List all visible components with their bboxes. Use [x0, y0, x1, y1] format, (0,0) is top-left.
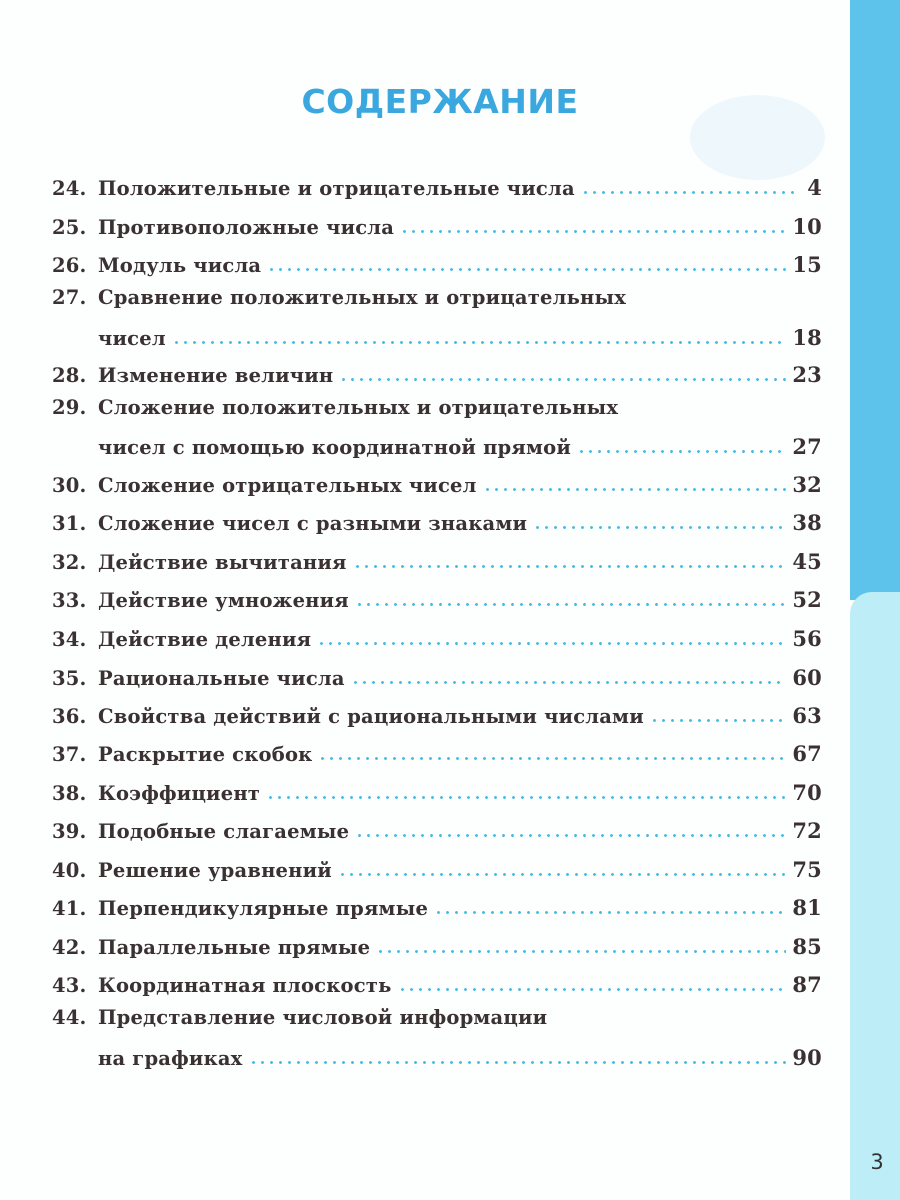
entry-page: 52 — [792, 587, 822, 612]
dot-leader — [400, 230, 786, 233]
entry-number: 25. — [52, 216, 87, 239]
entry-title: Действие деления — [98, 628, 312, 651]
entry-title: Коэффициент — [98, 782, 261, 805]
entry-number: 42. — [52, 936, 87, 959]
dot-leader — [353, 565, 787, 568]
dot-leader — [398, 988, 787, 991]
entry-number: 36. — [52, 705, 87, 728]
entry-page: 75 — [792, 857, 822, 882]
dot-leader — [581, 191, 794, 194]
dot-leader — [339, 378, 786, 381]
entry-number: 35. — [52, 667, 87, 690]
entry-page: 23 — [792, 362, 822, 387]
entry-title: Рациональные числа — [98, 667, 345, 690]
toc-entry-37[interactable] — [52, 736, 822, 766]
entry-page: 45 — [792, 549, 822, 574]
entry-title: Подобные слагаемые — [98, 820, 350, 843]
toc-entry-32[interactable] — [52, 544, 822, 574]
entry-page: 15 — [792, 252, 822, 277]
toc-entry-29-line-1[interactable] — [52, 396, 618, 426]
page-number: 3 — [870, 1150, 884, 1174]
entry-page: 18 — [792, 325, 822, 350]
toc-entry-36[interactable] — [52, 698, 822, 728]
entry-page: 81 — [792, 895, 822, 920]
toc-entry-33[interactable] — [52, 582, 822, 612]
entry-number: 26. — [52, 254, 87, 277]
entry-title: Сложение чисел с разными знаками — [98, 512, 528, 535]
entry-title: Перпендикулярные прямые — [98, 897, 429, 920]
entry-page: 87 — [792, 972, 822, 997]
toc-entry-30[interactable] — [52, 467, 822, 497]
toc-entry-44[interactable] — [52, 1040, 822, 1070]
toc-entry-41[interactable] — [52, 890, 822, 920]
toc-entry-27-line-1[interactable] — [52, 286, 626, 316]
entry-title: Координатная плоскость — [98, 974, 392, 997]
toc-entry-43[interactable] — [52, 967, 822, 997]
toc-entry-34[interactable] — [52, 621, 822, 651]
dot-leader — [376, 950, 786, 953]
entry-title: Положительные и отрицательные числа — [98, 177, 575, 200]
toc-entry-31[interactable] — [52, 505, 822, 535]
toc-entry-38[interactable] — [52, 775, 822, 805]
dot-leader — [338, 873, 786, 876]
entry-page: 70 — [792, 780, 822, 805]
entry-page: 38 — [792, 510, 822, 535]
entry-title-continued: чисел с помощью координатной прямой — [98, 436, 571, 459]
dot-leader — [355, 603, 786, 606]
page-title: СОДЕРЖАНИЕ — [301, 82, 579, 121]
entry-title-continued: на графиках — [98, 1047, 243, 1070]
entry-page: 4 — [807, 175, 822, 200]
toc-entry-27[interactable] — [52, 320, 822, 350]
dot-leader — [267, 268, 786, 271]
entry-title: Свойства действий с рациональными числами — [98, 705, 644, 728]
entry-page: 72 — [792, 818, 822, 843]
dot-leader — [317, 642, 786, 645]
entry-page: 60 — [792, 665, 822, 690]
entry-number: 37. — [52, 743, 87, 766]
entry-number: 40. — [52, 859, 87, 882]
entry-page: 90 — [792, 1045, 822, 1070]
entry-title: Решение уравнений — [98, 859, 332, 882]
entry-number: 41. — [52, 897, 87, 920]
entry-page: 67 — [792, 741, 822, 766]
toc-entry-28[interactable] — [52, 357, 822, 387]
entry-title: Противоположные числа — [98, 216, 395, 239]
entry-title: Изменение величин — [98, 364, 334, 387]
entry-page: 27 — [792, 434, 822, 459]
entry-number: 38. — [52, 782, 87, 805]
entry-title: Действие вычитания — [98, 551, 347, 574]
dot-leader — [266, 796, 786, 799]
entry-page: 63 — [792, 703, 822, 728]
toc-entry-44-line-1[interactable] — [52, 1006, 547, 1036]
dot-leader — [650, 719, 787, 722]
toc-entry-26[interactable] — [52, 247, 822, 277]
decorative-edge-strip-bottom — [850, 592, 900, 1200]
entry-number: 30. — [52, 474, 87, 497]
entry-page: 10 — [792, 214, 822, 239]
entry-number: 27. — [52, 286, 87, 309]
dot-leader — [577, 450, 786, 453]
dot-leader — [434, 911, 786, 914]
entry-page: 32 — [792, 472, 822, 497]
dot-leader — [355, 834, 786, 837]
entry-title: Сравнение положительных и отрицательных — [98, 286, 627, 309]
entry-number: 33. — [52, 589, 87, 612]
entry-number: 31. — [52, 512, 87, 535]
toc-entry-25[interactable] — [52, 209, 822, 239]
entry-title-continued: чисел — [98, 327, 166, 350]
entry-title: Сложение положительных и отрицательных — [98, 396, 619, 419]
toc-entry-42[interactable] — [52, 929, 822, 959]
dot-leader — [318, 757, 786, 760]
entry-title: Модуль числа — [98, 254, 262, 277]
entry-number: 34. — [52, 628, 87, 651]
entry-number: 24. — [52, 177, 87, 200]
dot-leader — [172, 341, 787, 344]
toc-entry-29[interactable] — [52, 429, 822, 459]
entry-page: 56 — [792, 626, 822, 651]
dot-leader — [533, 526, 786, 529]
toc-entry-24[interactable] — [52, 170, 822, 200]
entry-number: 29. — [52, 396, 87, 419]
entry-title: Сложение отрицательных чисел — [98, 474, 477, 497]
toc-entry-39[interactable] — [52, 813, 822, 843]
entry-title: Представление числовой информации — [98, 1006, 548, 1029]
entry-number: 32. — [52, 551, 87, 574]
entry-number: 39. — [52, 820, 87, 843]
entry-title: Раскрытие скобок — [98, 743, 313, 766]
entry-title: Действие умножения — [98, 589, 349, 612]
toc-entry-35[interactable] — [52, 660, 822, 690]
dot-leader — [483, 488, 787, 491]
dot-leader — [351, 681, 787, 684]
entry-number: 28. — [52, 364, 87, 387]
entry-title: Параллельные прямые — [98, 936, 371, 959]
entry-number: 43. — [52, 974, 87, 997]
entry-number: 44. — [52, 1006, 87, 1029]
toc-entry-40[interactable] — [52, 852, 822, 882]
entry-page: 85 — [792, 934, 822, 959]
dot-leader — [249, 1061, 787, 1064]
